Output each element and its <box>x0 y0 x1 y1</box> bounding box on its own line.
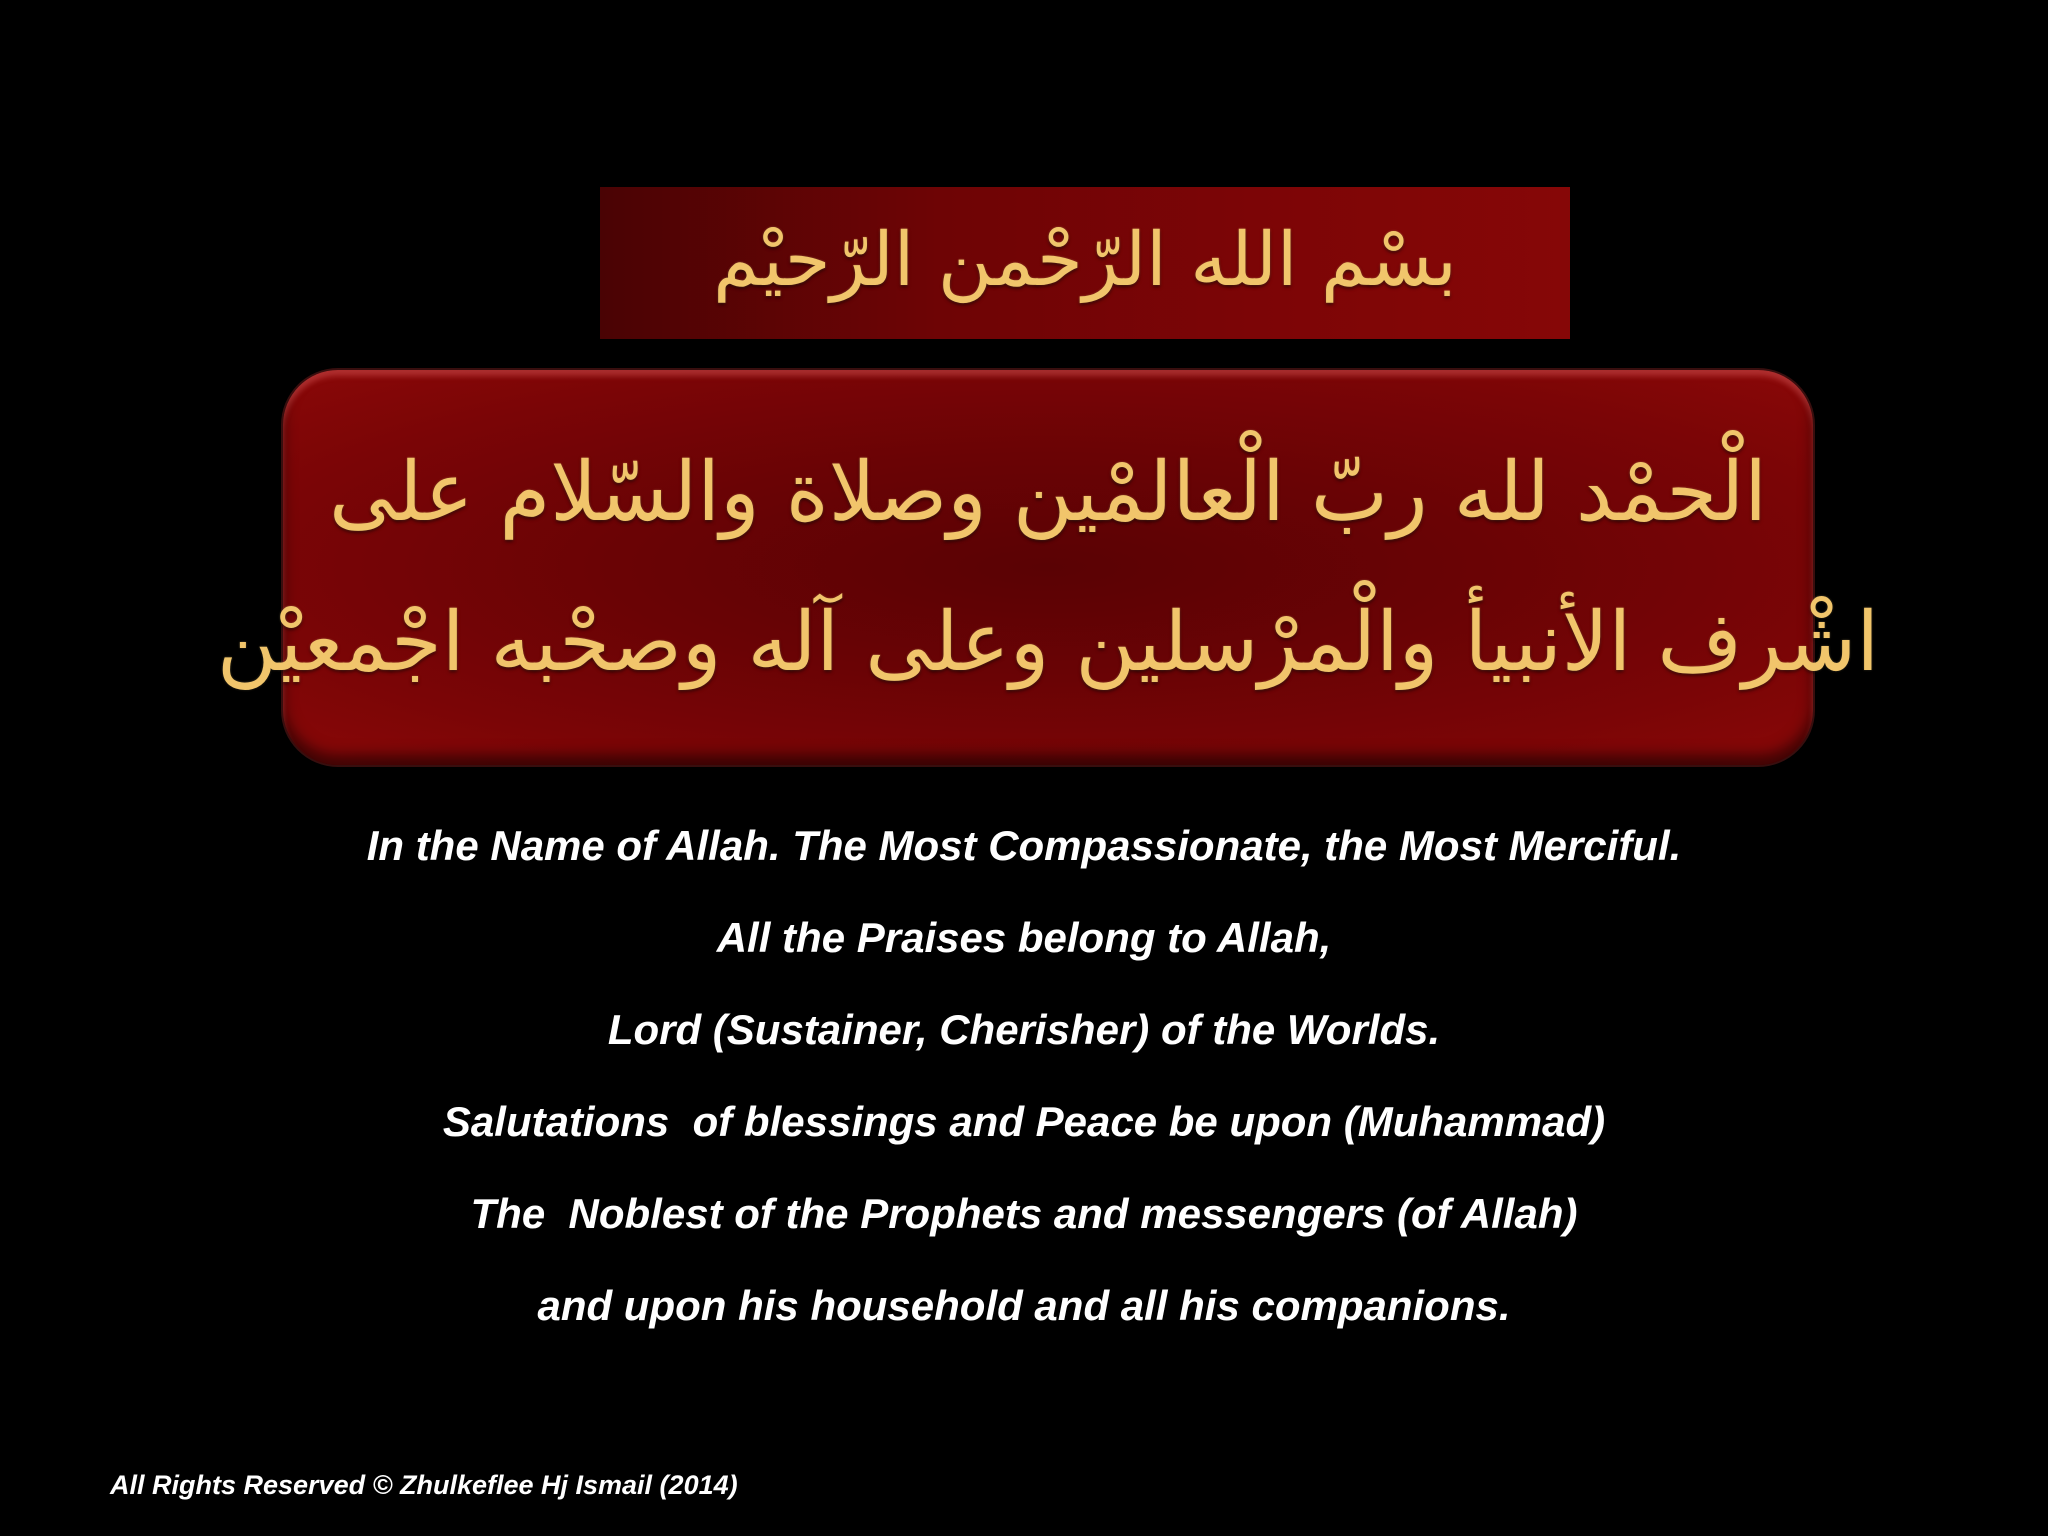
translation-line-3: Lord (Sustainer, Cherisher) of the Worlds. <box>607 1006 1441 1053</box>
hamd-line-2: اشْرف الأنبيأ والْمرْسلين وعلى آله وصحْبه اجْمعيْن <box>216 594 1880 690</box>
translation-line-1: In the Name of Allah. The Most Compassionate, the Most Merciful. <box>366 822 1682 869</box>
translation-line-6: and upon his household and all his companions. <box>537 1282 1511 1329</box>
basmala-text: بسْم الله الرّحْمن الرّحيْم <box>713 217 1457 303</box>
hamd-banner <box>216 370 1880 765</box>
translation-text <box>0 800 2048 1352</box>
translation-line-5: The Noblest of the Prophets and messengers (of Allah) <box>470 1190 1578 1237</box>
translation-line-2: All the Praises belong to Allah, <box>716 914 1332 961</box>
hamd-line-1: الْحمْد لله ربّ الْعالمْين وصلاة والسّلام على <box>328 444 1768 540</box>
basmala-banner <box>600 187 1570 339</box>
copyright-notice: All Rights Reserved © Zhulkeflee Hj Ismail (2014) <box>110 1470 738 1500</box>
translation-line-4: Salutations of blessings and Peace be upon (Muhammad) <box>442 1098 1606 1145</box>
